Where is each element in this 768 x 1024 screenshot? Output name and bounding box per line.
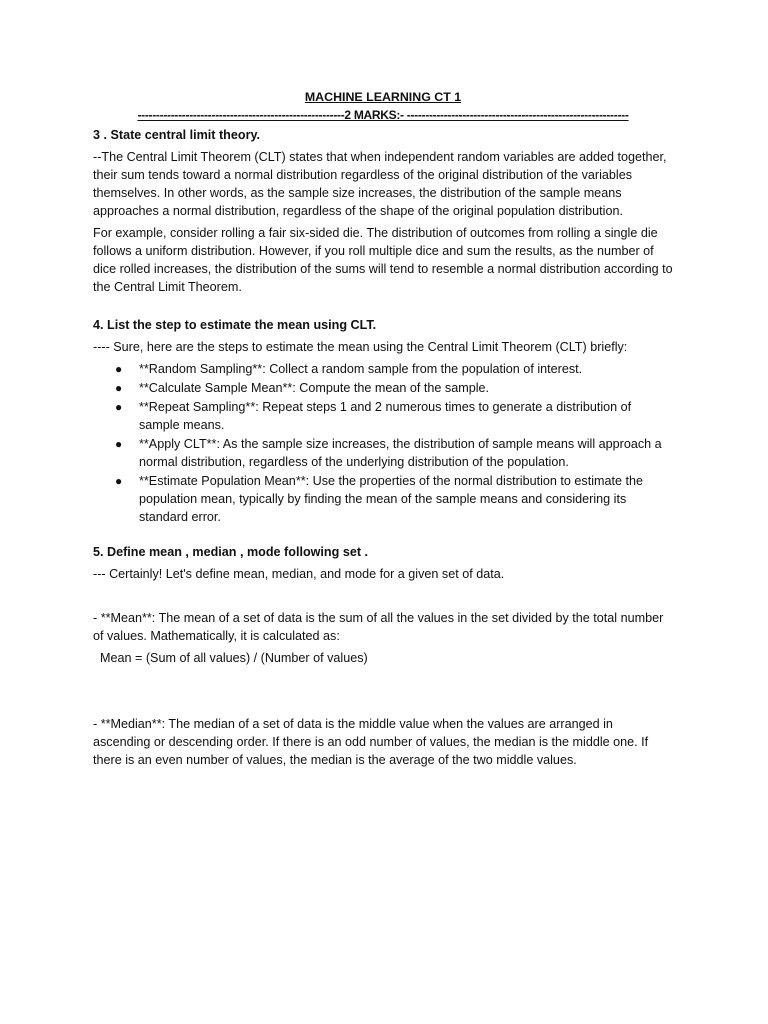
- q3-heading: 3 . State central limit theory.: [93, 128, 261, 142]
- mean-formula: Mean = (Sum of all values) / (Number of values): [100, 651, 368, 665]
- q5-intro: --- Certainly! Let's define mean, median, and mode for a given set of data.: [93, 567, 505, 581]
- q5-heading: 5. Define mean , median , mode following set .: [93, 545, 369, 559]
- step-text: **Random Sampling**: Collect a random sample from the population of interest.: [139, 362, 583, 376]
- step-text: **Estimate Population Mean**: Use the properties of the normal distribution to estimate the population mean, typically by finding the mean of the sample means and considering its standard error.: [139, 474, 644, 524]
- step-text: **Calculate Sample Mean**: Compute the mean of the sample.: [139, 381, 490, 395]
- list-item: [93, 472, 673, 526]
- document-content: [93, 88, 673, 773]
- marks-divider: --------------------------------------------------------2 MARKS:- ------------------------------------------------------------: [137, 108, 629, 122]
- bullet-icon: ●: [115, 437, 123, 451]
- mean-definition: - **Mean**: The mean of a set of data is the sum of all the values in the set divided by the total number of values. Mathematically, it is calculated as:: [93, 611, 664, 643]
- list-item: [93, 379, 673, 397]
- q3-paragraph-2: For example, consider rolling a fair six-sided die. The distribution of outcomes from rolling a single die follows a uniform distribution. However, if you roll multiple dice and sum the results, as the number of dice rolled increases, the distribution of the sums will tend to resemble a normal distribution according to the Central Limit Theorem.: [93, 226, 673, 294]
- bullet-icon: ●: [115, 400, 123, 414]
- step-text: **Apply CLT**: As the sample size increases, the distribution of sample means will approach a normal distribution, regardless of the underlying distribution of the population.: [139, 437, 662, 469]
- document-title: MACHINE LEARNING CT 1: [304, 90, 462, 104]
- bullet-icon: ●: [115, 474, 123, 488]
- median-definition: - **Median**: The median of a set of data is the middle value when the values are arranged in ascending or descending order. If there is an odd number of values, the median is the middle one. If there is an even number of values, the median is the average of the two middle values.: [93, 717, 649, 767]
- bullet-icon: ●: [115, 362, 123, 376]
- list-item: [93, 360, 673, 378]
- list-item: [93, 435, 673, 471]
- q4-intro: ---- Sure, here are the steps to estimate the mean using the Central Limit Theorem (CLT) briefly:: [93, 340, 628, 354]
- q4-steps-list: [93, 360, 673, 526]
- list-item: [93, 398, 673, 434]
- step-text: **Repeat Sampling**: Repeat steps 1 and 2 numerous times to generate a distribution of sample means.: [139, 400, 632, 432]
- q4-heading: 4. List the step to estimate the mean using CLT.: [93, 318, 377, 332]
- q3-paragraph-1: --The Central Limit Theorem (CLT) states that when independent random variables are added together, their sum tends toward a normal distribution regardless of the original distribution of the variables themselves. In other words, as the sample size increases, the distribution of the sample means approaches a normal distribution, regardless of the shape of the original population distribution.: [93, 150, 667, 218]
- bullet-icon: ●: [115, 381, 123, 395]
